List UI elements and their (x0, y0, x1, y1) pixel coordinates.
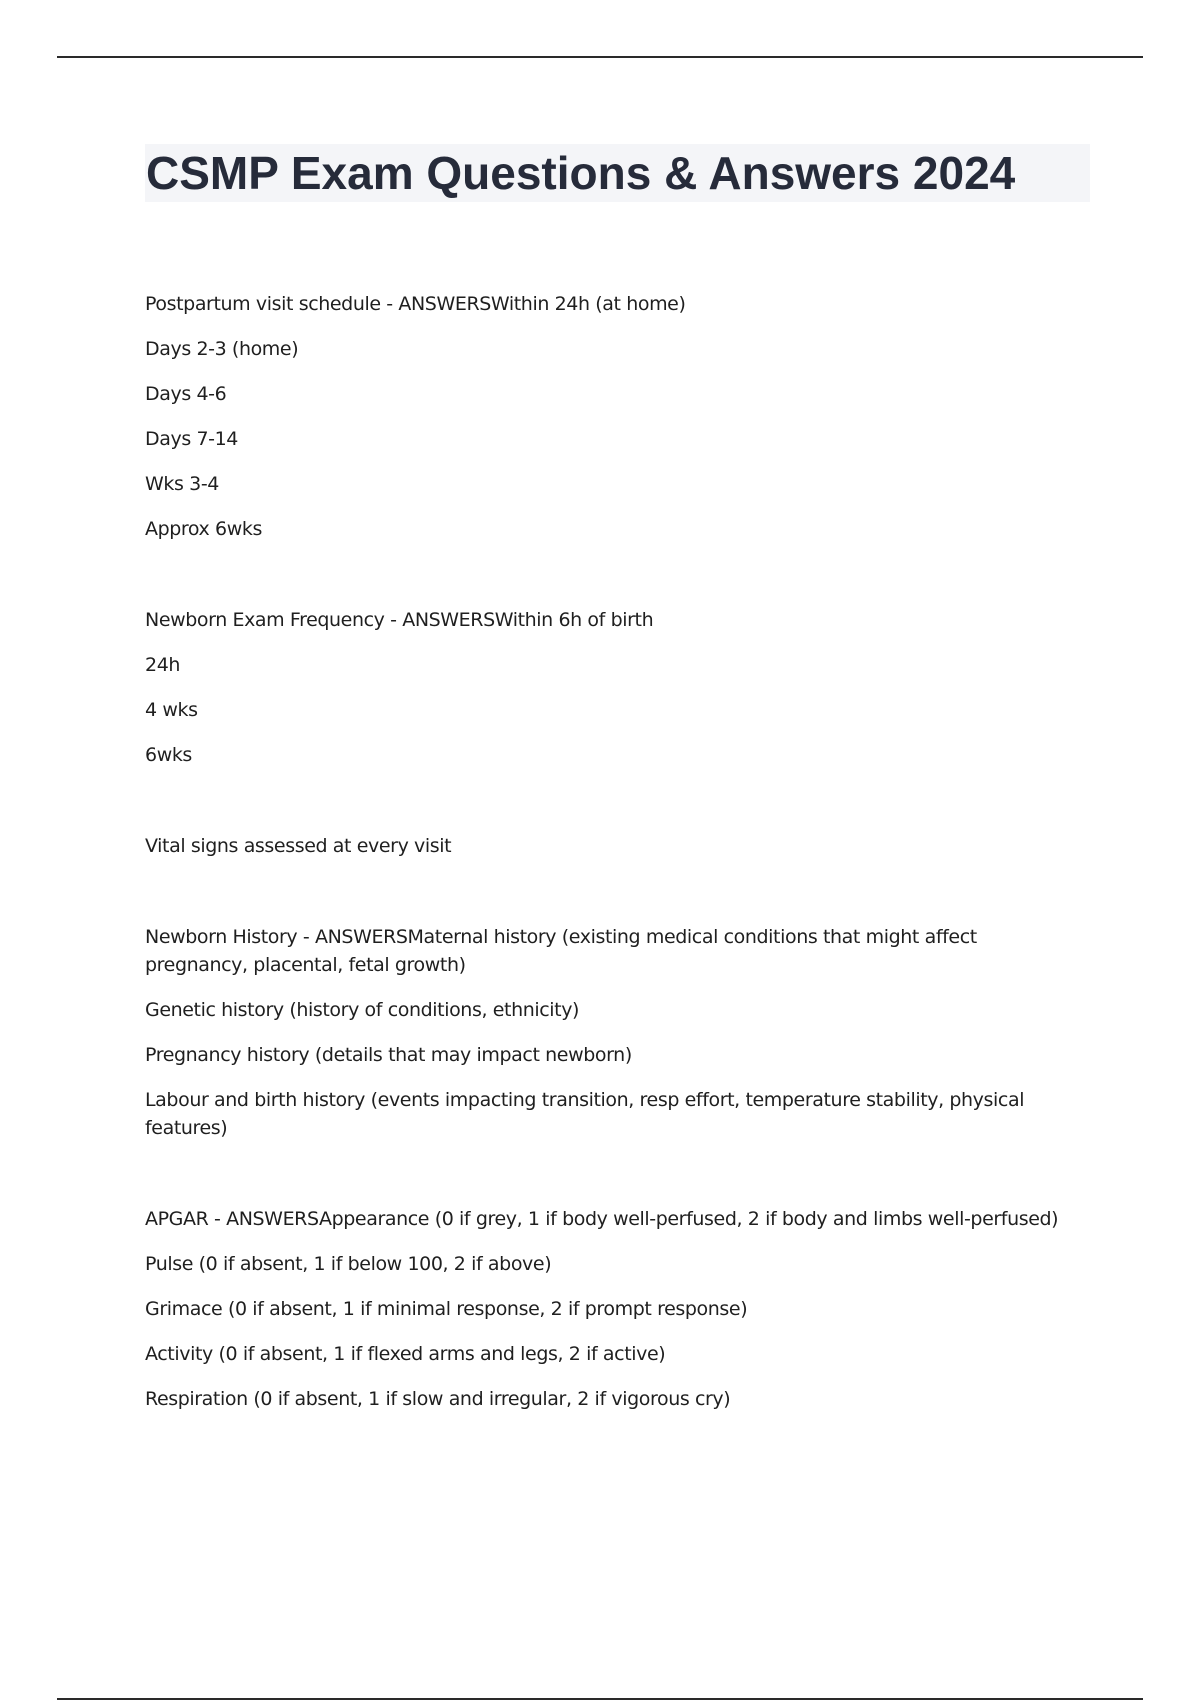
answer-line: 6wks (145, 744, 192, 766)
section-apgar (145, 1205, 1075, 1413)
section-vital-signs (145, 832, 1075, 860)
answer-line: Respiration (0 if absent, 1 if slow and irregular, 2 if vigorous cry) (145, 1388, 731, 1410)
top-rule (57, 56, 1143, 58)
question-line: APGAR - ANSWERSAppearance (0 if grey, 1 if body well-perfused, 2 if body and limbs well-perfused) (145, 1208, 1059, 1230)
document-body (145, 290, 1075, 1430)
answer-line: Days 4-6 (145, 383, 227, 405)
answer-line: 4 wks (145, 699, 198, 721)
question-line: Newborn History - ANSWERSMaternal history (existing medical conditions that might affect pregnancy, placental, fetal growth) (145, 926, 977, 976)
answer-line: Activity (0 if absent, 1 if flexed arms and legs, 2 if active) (145, 1343, 666, 1365)
section-spacer (145, 560, 1075, 606)
answer-line: Days 2-3 (home) (145, 338, 299, 360)
answer-line: Pulse (0 if absent, 1 if below 100, 2 if above) (145, 1253, 552, 1275)
section-newborn-exam-frequency (145, 606, 1075, 769)
answer-line: 24h (145, 654, 181, 676)
section-spacer (145, 786, 1075, 832)
answer-line: Genetic history (history of conditions, ethnicity) (145, 999, 580, 1021)
section-postpartum-visit-schedule (145, 290, 1075, 543)
answer-line: Wks 3-4 (145, 473, 219, 495)
question-line: Newborn Exam Frequency - ANSWERSWithin 6h of birth (145, 609, 654, 631)
answer-line: Labour and birth history (events impacting transition, resp effort, temperature stability, physical features) (145, 1089, 1025, 1139)
section-newborn-history (145, 923, 1075, 1142)
answer-line: Grimace (0 if absent, 1 if minimal response, 2 if prompt response) (145, 1298, 748, 1320)
section-spacer (145, 877, 1075, 923)
answer-line: Approx 6wks (145, 518, 262, 540)
answer-line: Pregnancy history (details that may impact newborn) (145, 1044, 632, 1066)
question-line: Postpartum visit schedule - ANSWERSWithin 24h (at home) (145, 293, 686, 315)
note-line: Vital signs assessed at every visit (145, 835, 452, 857)
answer-line: Days 7-14 (145, 428, 238, 450)
section-spacer (145, 1159, 1075, 1205)
page-title: CSMP Exam Questions & Answers 2024 (146, 147, 1016, 199)
